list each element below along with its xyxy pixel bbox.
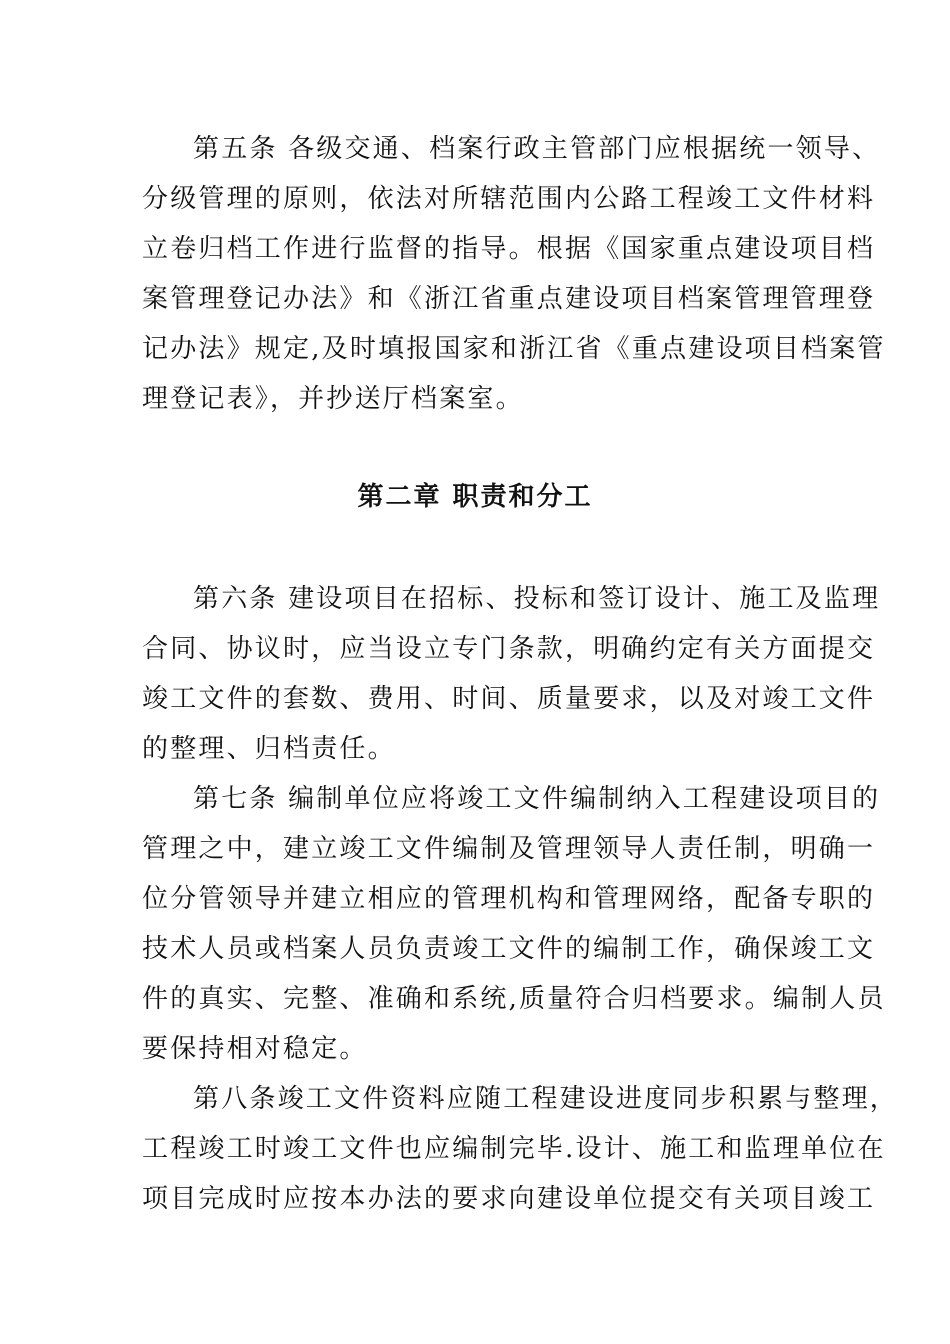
- article-8-line-1: 第八条竣工文件资料应随工程建设进度同步积累与整理，: [193, 1084, 899, 1114]
- article-5-line-3: 立卷归档工作进行监督的指导。根据《国家重点建设项目档: [142, 234, 876, 264]
- article-7-line-1: 第七条 编制单位应将竣工文件编制纳入工程建设项目的: [193, 784, 881, 814]
- article-6-line-3: 竣工文件的套数、费用、时间、质量要求，以及对竣工文件: [142, 684, 876, 714]
- article-6-line-4: 的整理、归档责任。: [142, 734, 396, 764]
- article-6-line-1: 第六条 建设项目在招标、投标和签订设计、施工及监理: [193, 584, 881, 614]
- article-5-line-4: 案管理登记办法》和《浙江省重点建设项目档案管理管理登: [142, 284, 876, 314]
- article-8-line-3: 项目完成时应按本办法的要求向建设单位提交有关项目竣工: [142, 1184, 876, 1214]
- article-5-line-5: 记办法》规定,及时填报国家和浙江省《重点建设项目档案管: [142, 334, 886, 364]
- article-8-line-2: 工程竣工时竣工文件也应编制完毕.设计、施工和监理单位在: [142, 1134, 886, 1164]
- article-6-line-2: 合同、协议时，应当设立专门条款，明确约定有关方面提交: [142, 634, 876, 664]
- chapter-heading: 第二章 职责和分工: [357, 482, 593, 512]
- article-5-line-2: 分级管理的原则，依法对所辖范围内公路工程竣工文件材料: [142, 184, 876, 214]
- article-7-line-3: 位分管领导并建立相应的管理机构和管理网络，配备专职的: [142, 884, 876, 914]
- article-5-line-1: 第五条 各级交通、档案行政主管部门应根据统一领导、: [193, 134, 881, 164]
- article-7-line-6: 要保持相对稳定。: [142, 1034, 368, 1064]
- article-7-line-4: 技术人员或档案人员负责竣工文件的编制工作，确保竣工文: [142, 934, 876, 964]
- article-5-line-6: 理登记表》，并抄送厅档案室。: [142, 384, 524, 414]
- article-7-line-2: 管理之中，建立竣工文件编制及管理领导人责任制，明确一: [142, 834, 876, 864]
- article-7-line-5: 件的真实、完整、准确和系统,质量符合归档要求。编制人员: [142, 984, 886, 1014]
